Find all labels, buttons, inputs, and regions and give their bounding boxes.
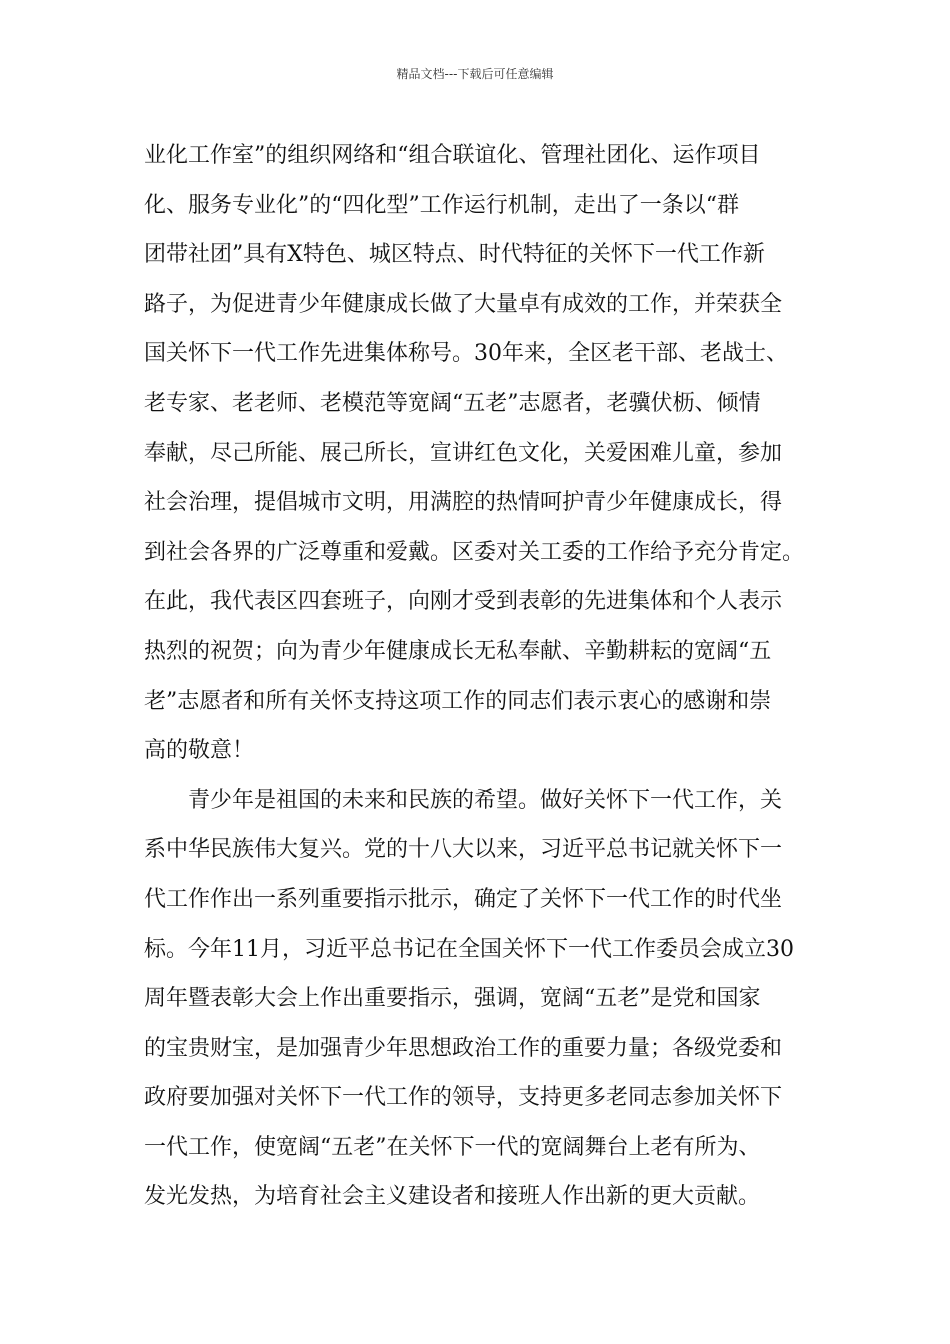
text-line: 团带社团”具有X特色、城区特点、时代特征的关怀下一代工作新: [144, 242, 765, 268]
text-line: 化、服务专业化”的“四化型”工作运行机制，走出了一条以“群: [144, 192, 739, 218]
page-header: 精品文档---下载后可任意编辑: [396, 67, 554, 81]
text-line: 到社会各界的广泛尊重和爱戴。区委对关工委的工作给予充分肯定。: [144, 539, 805, 565]
text-line: 奉献，尽己所能、展己所长，宣讲红色文化，关爱困难儿童，参加: [144, 440, 783, 466]
text-line: 路子，为促进青少年健康成长做了大量卓有成效的工作，并荣获全: [144, 291, 783, 317]
paragraph-first-line: 青少年是祖国的未来和民族的希望。做好关怀下一代工作，关: [188, 787, 783, 813]
text-line: 发光发热，为培育社会主义建设者和接班人作出新的更大贡献。: [144, 1184, 761, 1210]
text-line: 标。今年11月，习近平总书记在全国关怀下一代工作委员会成立30: [144, 936, 794, 962]
text-line: 国关怀下一代工作先进集体称号。30年来，全区老干部、老战士、: [144, 341, 788, 367]
text-line: 社会治理，提倡城市文明，用满腔的热情呵护青少年健康成长，得: [144, 490, 783, 516]
text-line: 业化工作室”的组织网络和“组合联谊化、管理社团化、运作项目: [144, 143, 761, 168]
text-line: 系中华民族伟大复兴。党的十八大以来，习近平总书记就关怀下一: [144, 837, 783, 863]
text-line: 热烈的祝贺；向为青少年健康成长无私奉献、辛勤耕耘的宽阔“五: [144, 638, 772, 664]
text-line: 在此，我代表区四套班子，向刚才受到表彰的先进集体和个人表示: [144, 589, 783, 615]
text-line: 老专家、老老师、老模范等宽阔“五老”志愿者，老骥伏枥、倾情: [144, 390, 761, 416]
text-line: 政府要加强对关怀下一代工作的领导，支持更多老同志参加关怀下: [144, 1085, 783, 1111]
document-body: [144, 131, 814, 1222]
text-line: 一代工作，使宽阔“五老”在关怀下一代的宽阔舞台上老有所为、: [144, 1134, 761, 1160]
text-line: 高的敬意！: [144, 738, 255, 764]
text-line: 的宝贵财宝，是加强青少年思想政治工作的重要力量；各级党委和: [144, 1035, 783, 1061]
text-line: 代工作作出一系列重要指示批示，确定了关怀下一代工作的时代坐: [144, 886, 783, 912]
text-line: 周年暨表彰大会上作出重要指示，强调，宽阔“五老”是党和国家: [144, 986, 761, 1012]
text-line: 老”志愿者和所有关怀支持这项工作的同志们表示衷心的感谢和崇: [144, 688, 772, 714]
